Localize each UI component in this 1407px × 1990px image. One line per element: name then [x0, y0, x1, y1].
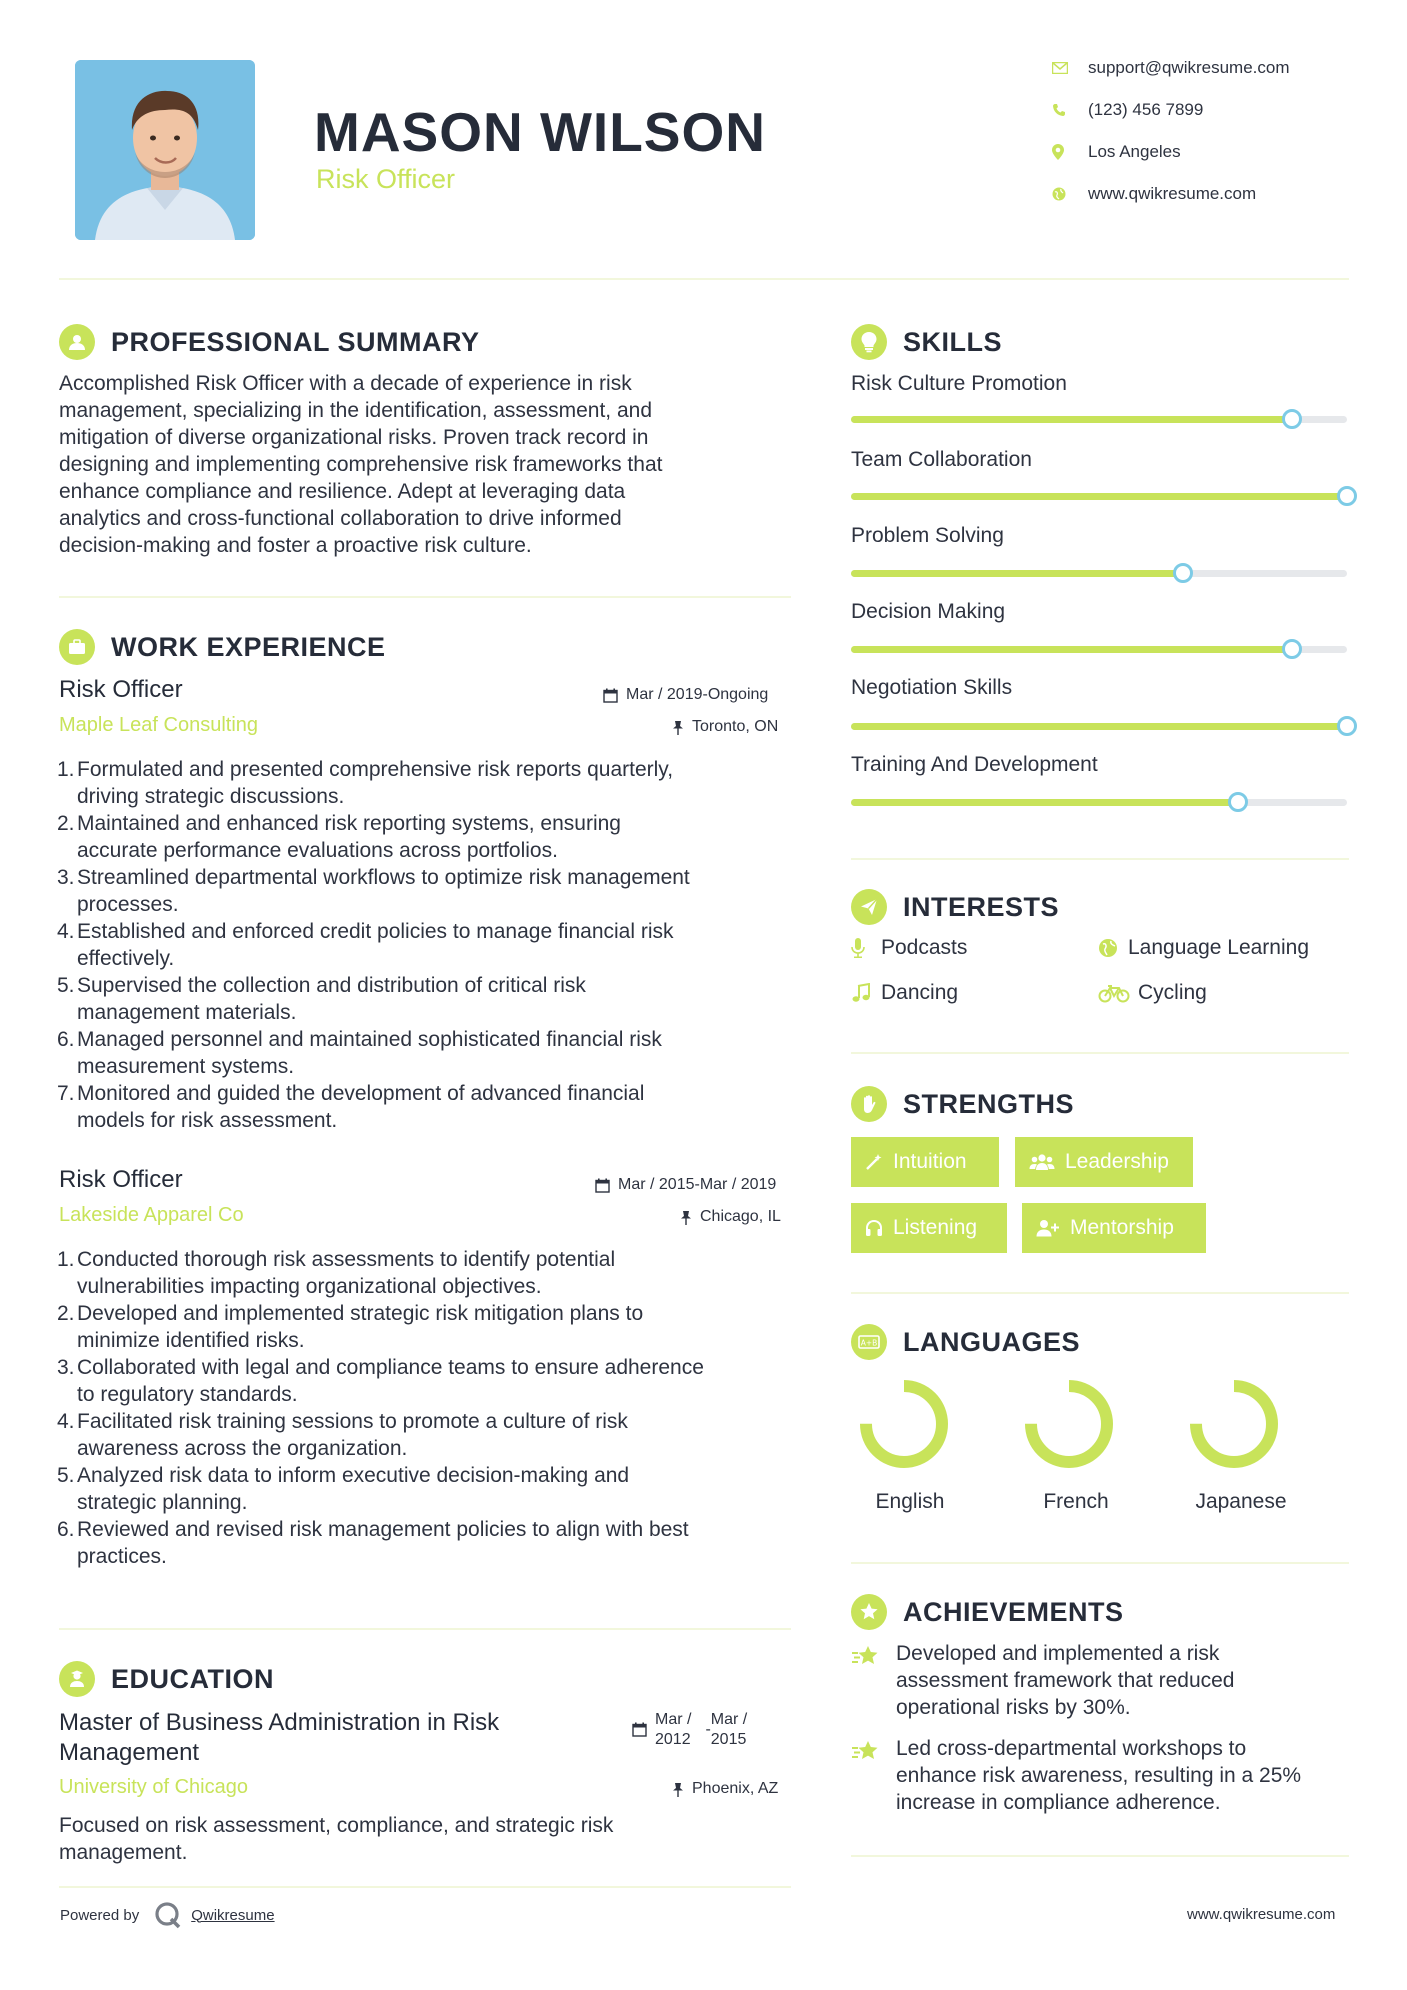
skill-name: Team Collaboration — [851, 448, 1032, 471]
date-start-month: Mar / — [655, 1711, 692, 1728]
list-item: 5. Analyzed risk data to inform executive decision-making and strategic planning. — [57, 1464, 630, 1514]
skill-name: Training And Development — [851, 753, 1098, 776]
work-heading — [59, 629, 386, 665]
star-icon — [851, 1739, 881, 1770]
job-date — [595, 1176, 776, 1194]
education-location — [672, 1780, 778, 1798]
skill-bar — [851, 570, 1347, 577]
work-divider — [59, 1628, 791, 1630]
list-item: 3. Streamlined departmental workflows to optimize risk management processes. — [57, 866, 690, 916]
calendar-icon — [595, 1178, 610, 1193]
list-item: 7. Monitored and guided the development of advanced financial models for risk assessment. — [57, 1082, 645, 1132]
contact-website-text: www.qwikresume.com — [1088, 184, 1257, 203]
job-location — [680, 1208, 781, 1226]
contact-website[interactable] — [1052, 184, 1256, 204]
qwikresume-link[interactable]: Qwikresume — [191, 1906, 275, 1924]
globe-icon — [1052, 184, 1088, 204]
skill-bar — [851, 723, 1347, 730]
summary-line: enhance compliance and resilience. Adept at leveraging data — [59, 480, 626, 503]
strength-label: Intuition — [893, 1150, 967, 1173]
language-name: French — [1043, 1490, 1109, 1513]
interest-item — [1098, 981, 1207, 1005]
education-desc-line: management. — [59, 1841, 188, 1864]
summary-line: decision-making and foster a proactive risk culture. — [59, 534, 532, 557]
skill-name: Negotiation Skills — [851, 676, 1013, 699]
svg-text:A+B: A+B — [860, 1338, 878, 1348]
list-item: 3. Collaborated with legal and compliance teams to ensure adherence to regulatory standards. — [57, 1356, 704, 1406]
date-start-year: 2012 — [655, 1731, 691, 1748]
graduate-icon — [59, 1661, 95, 1697]
summary-divider — [59, 596, 791, 598]
summary-line: Accomplished Risk Officer with a decade of experience in risk — [59, 372, 632, 395]
lightbulb-icon — [851, 324, 887, 360]
job-title: Risk Officer — [59, 676, 183, 703]
candidate-role: Risk Officer — [316, 164, 456, 194]
skill-bar — [851, 416, 1347, 423]
education-date — [632, 1710, 747, 1750]
job-title: Risk Officer — [59, 1166, 183, 1193]
list-item: 2. Maintained and enhanced risk reporting systems, ensuring accurate performance evaluations across portfolios. — [57, 812, 621, 862]
contact-location — [1052, 142, 1181, 162]
music-note-icon — [851, 983, 881, 1003]
email-icon — [1052, 58, 1088, 78]
achievement-item: Led cross-departmental workshops to enhance risk awareness, resulting in a 25% increase in compliance adherence. — [896, 1737, 1302, 1814]
language-name: English — [875, 1490, 945, 1513]
interest-item — [1098, 936, 1309, 960]
education-desc-line: Focused on risk assessment, compliance, and strategic risk — [59, 1814, 614, 1837]
pushpin-icon — [672, 720, 684, 735]
skills-divider — [851, 858, 1349, 860]
education-divider — [59, 1886, 791, 1888]
date-separator: - — [705, 1721, 711, 1738]
skill-bar-handle — [1282, 409, 1302, 429]
skill-name: Risk Culture Promotion — [851, 372, 1067, 395]
pushpin-icon — [680, 1210, 692, 1225]
footer-website[interactable]: www.qwikresume.com — [1187, 1906, 1336, 1923]
powered-by-label: Powered by — [60, 1906, 140, 1924]
bicycle-icon — [1098, 983, 1138, 1003]
achievements-divider — [851, 1855, 1349, 1857]
date-end-year: 2015 — [710, 1731, 747, 1748]
languages-heading — [851, 1324, 1080, 1360]
education-heading — [59, 1661, 274, 1697]
skill-name: Problem Solving — [851, 524, 1004, 547]
summary-line: management, specializing in the identification, assessment, and — [59, 399, 653, 422]
summary-title: PROFESSIONAL SUMMARY — [111, 326, 480, 357]
skill-bar-fill — [851, 416, 1292, 423]
magic-wand-icon — [865, 1153, 883, 1171]
strength-label: Listening — [893, 1216, 978, 1239]
location-pin-icon — [1052, 142, 1088, 162]
school-name: University of Chicago — [59, 1776, 248, 1798]
qwikresume-logo-icon — [153, 1900, 183, 1930]
strength-chip — [1022, 1203, 1206, 1253]
contact-phone-text: (123) 456 7899 — [1088, 100, 1204, 119]
achievements-title: ACHIEVEMENTS — [903, 1596, 1124, 1627]
skill-bar-handle — [1337, 486, 1357, 506]
award-icon — [851, 1594, 887, 1630]
contact-email[interactable] — [1052, 58, 1290, 78]
job-duties-list — [59, 756, 799, 1134]
skills-heading — [851, 324, 1002, 360]
education-title: EDUCATION — [111, 1663, 274, 1694]
job-location — [672, 718, 778, 736]
list-item: 4. Established and enforced credit policies to manage financial risk effectively. — [57, 920, 674, 970]
interest-item — [851, 936, 967, 960]
star-icon — [851, 1644, 881, 1675]
interest-label: Language Learning — [1128, 936, 1310, 959]
list-item: 6. Reviewed and revised risk management policies to align with best practices. — [57, 1518, 689, 1568]
skill-bar — [851, 799, 1347, 806]
language-name: Japanese — [1195, 1490, 1287, 1513]
skills-title: SKILLS — [903, 326, 1003, 357]
degree-line: Management — [59, 1739, 200, 1766]
skill-name: Decision Making — [851, 600, 1006, 623]
achievements-heading — [851, 1594, 1124, 1630]
contact-email-text: support@qwikresume.com — [1088, 58, 1290, 77]
strength-chip — [1015, 1137, 1193, 1187]
strength-label: Leadership — [1065, 1150, 1169, 1173]
contact-location-text: Los Angeles — [1088, 142, 1181, 161]
skill-bar — [851, 493, 1347, 500]
list-item: 2. Developed and implemented strategic risk mitigation plans to minimize identified risks. — [57, 1302, 644, 1352]
summary-line: analytics and cross-functional collaboration to drive informed — [59, 507, 622, 530]
interests-divider — [851, 1052, 1349, 1054]
summary-heading — [59, 324, 480, 360]
paper-plane-icon — [851, 889, 887, 925]
skill-bar-fill — [851, 799, 1238, 806]
achievement-item: Developed and implemented a risk assessment framework that reduced operational risks by 30%. — [896, 1642, 1235, 1719]
interest-label: Podcasts — [881, 936, 968, 959]
summary-line: mitigation of diverse organizational risks. Proven track record in — [59, 426, 649, 449]
list-item: 1. Formulated and presented comprehensive risk reports quarterly, driving strategic discussions. — [57, 758, 674, 808]
powered-by — [60, 1900, 275, 1930]
language-ring — [1188, 1378, 1280, 1470]
job-date-text: Mar / 2019-Ongoing — [626, 686, 769, 703]
interest-label: Dancing — [881, 981, 959, 1004]
skill-bar-fill — [851, 493, 1347, 500]
skill-bar-handle — [1282, 639, 1302, 659]
microphone-icon — [851, 938, 881, 958]
strengths-divider — [851, 1292, 1349, 1294]
interest-label: Cycling — [1138, 981, 1207, 1004]
skill-bar — [851, 646, 1347, 653]
user-icon — [59, 324, 95, 360]
list-item: 5. Supervised the collection and distribution of critical risk management materials. — [57, 974, 586, 1024]
job-duties-list — [59, 1246, 799, 1570]
language-ring — [1023, 1378, 1115, 1470]
hand-icon — [851, 1086, 887, 1122]
degree-title — [59, 1708, 499, 1768]
list-item: 1. Conducted thorough risk assessments to identify potential vulnerabilities impacting organizational objectives. — [57, 1248, 616, 1298]
job-company: Maple Leaf Consulting — [59, 714, 259, 736]
strength-chip — [851, 1137, 999, 1187]
calendar-icon — [632, 1722, 647, 1737]
education-description — [59, 1812, 799, 1866]
globe-icon — [1098, 938, 1128, 958]
job-location-text: Toronto, ON — [692, 718, 779, 735]
education-location-text: Phoenix, AZ — [692, 1780, 779, 1797]
job-company: Lakeside Apparel Co — [59, 1204, 244, 1226]
list-item: 4. Facilitated risk training sessions to promote a culture of risk awareness across the organization. — [57, 1410, 628, 1460]
list-item: 6. Managed personnel and maintained sophisticated financial risk measurement systems. — [57, 1028, 662, 1078]
briefcase-icon — [59, 629, 95, 665]
skill-bar-handle — [1228, 792, 1248, 812]
languages-title: LANGUAGES — [903, 1326, 1081, 1357]
work-title: WORK EXPERIENCE — [111, 631, 386, 662]
summary-text — [59, 370, 799, 559]
language-icon — [851, 1324, 887, 1360]
job-date — [603, 686, 768, 704]
interest-item — [851, 981, 958, 1005]
degree-line: Master of Business Administration in Risk — [59, 1709, 500, 1736]
skill-bar-fill — [851, 646, 1292, 653]
interests-heading — [851, 889, 1059, 925]
skill-bar-handle — [1337, 716, 1357, 736]
candidate-name: MASON WILSON — [314, 101, 766, 163]
job-location-text: Chicago, IL — [700, 1208, 781, 1225]
skill-bar-fill — [851, 723, 1347, 730]
interests-title: INTERESTS — [903, 891, 1060, 922]
contact-phone[interactable] — [1052, 100, 1203, 120]
strengths-heading — [851, 1086, 1074, 1122]
header-divider — [59, 278, 1349, 280]
strength-label: Mentorship — [1070, 1216, 1174, 1239]
job-date-text: Mar / 2015-Mar / 2019 — [618, 1176, 777, 1193]
pushpin-icon — [672, 1782, 684, 1797]
user-plus-icon — [1036, 1219, 1060, 1237]
skill-bar-handle — [1173, 563, 1193, 583]
group-icon — [1029, 1153, 1055, 1171]
skill-bar-fill — [851, 570, 1183, 577]
headphones-icon — [865, 1219, 883, 1237]
strength-chip — [851, 1203, 1007, 1253]
phone-icon — [1052, 100, 1088, 120]
calendar-icon — [603, 688, 618, 703]
language-ring — [858, 1378, 950, 1470]
strengths-title: STRENGTHS — [903, 1088, 1075, 1119]
profile-photo — [75, 60, 255, 240]
date-end-month: Mar / — [710, 1711, 748, 1728]
languages-divider — [851, 1562, 1349, 1564]
summary-line: designing and implementing comprehensive risk frameworks that — [59, 453, 663, 476]
